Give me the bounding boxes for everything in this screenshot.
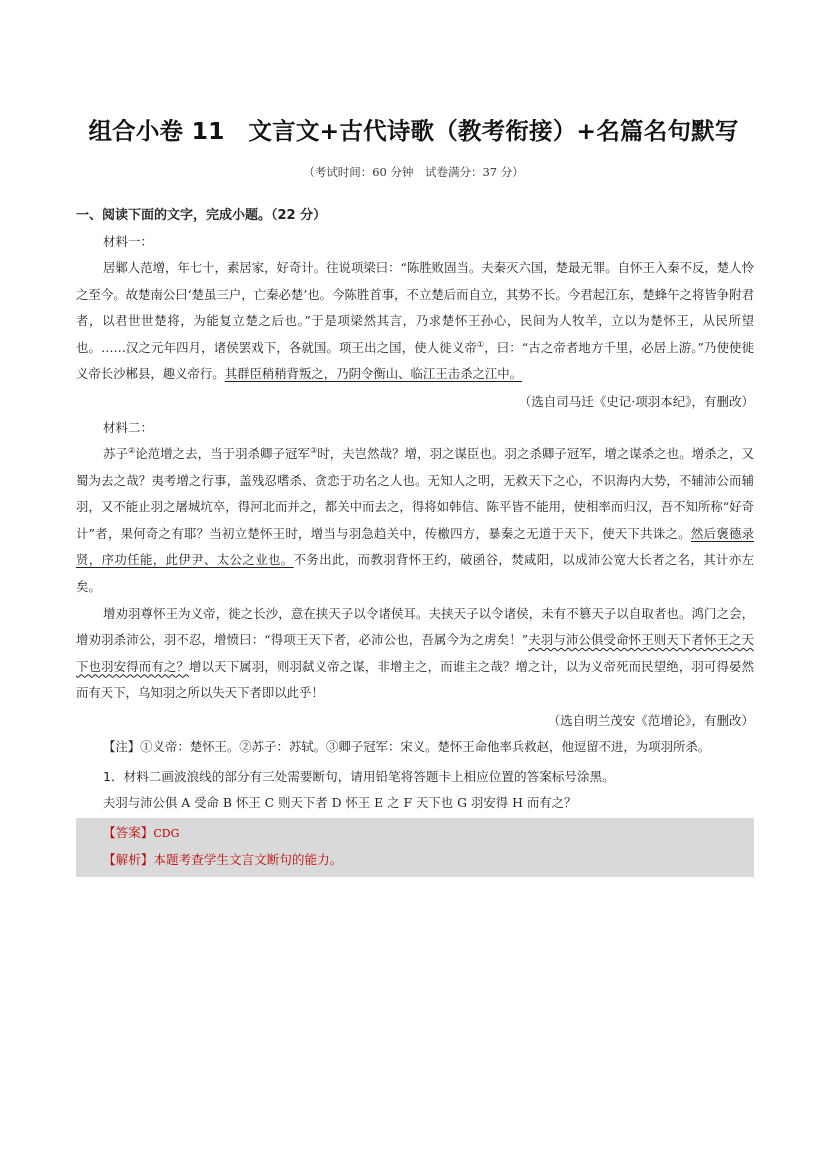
- footnote-mark-1: ①: [476, 339, 485, 349]
- material-1-underlined-sentence: 其群臣稍稍背叛之，乃阴令衡山、临江王击杀之江中。: [224, 366, 523, 382]
- analysis-value: 本题考查学生文言文断句的能力。: [153, 851, 343, 867]
- answer-value: CDG: [153, 826, 180, 840]
- answer-label: 【答案】: [103, 824, 154, 840]
- material-2-paragraph-1: [76, 441, 754, 601]
- exam-info: （考试时间：60 分钟 试卷满分：37 分）: [303, 165, 524, 179]
- material-2-text-a: 苏子: [103, 445, 128, 461]
- material-2-source: （选自明兰茂安《范增论》，有删改）: [547, 712, 754, 728]
- material-1-source: （选自司马迁《史记·项羽本纪》，有删改）: [518, 393, 754, 409]
- material-2-paragraph-2: [76, 601, 754, 707]
- material-1-text-b: ，曰：“古之帝者地方千里，必居上游。”乃使使徙义帝长沙郴县，趣义帝行。: [76, 339, 755, 382]
- material-1-text: [76, 255, 754, 388]
- answer-line: [76, 820, 754, 847]
- material-2-text-e: 增劝羽尊怀王为义帝，徙之长沙，意在挟天子以令诸侯耳。夫挟天子以令诸侯，未有不篡天子以自取者也。鸿门之会，增劝羽杀沛公，羽不忍，增愤曰：“得项王天下者，必沛公也，吾属今为之虏矣！”: [76, 605, 754, 648]
- material-1-label: 材料一：: [103, 234, 154, 249]
- footnote-mark-2: ②: [127, 445, 136, 455]
- material-2-underlined-sentence: 然后褒德录贤，序功任能，此伊尹、太公之业也。: [76, 525, 755, 568]
- material-2-label: 材料二：: [103, 419, 154, 435]
- material-1-text-a: 居鄛人范增，年七十，素居家，好奇计。往说项梁曰：“陈胜败固当。夫秦灭六国，楚最无罪。自怀王入秦不反，楚人怜之至今。故楚南公曰‘楚虽三户，亡秦必楚’也。今陈胜首事，不立楚后而自立，其势不长。今君起江东，楚蜂午之将皆争附君者，以君世世楚将，为能复立楚之后也。”于是项梁然其言，乃求楚怀王孙心，民间为人牧羊，立以为楚怀王，从民所望也。……汉之元年四月，诸侯罢戏下，各就国。项王出之国，使人徙义帝: [76, 260, 754, 355]
- page-title: 组合小卷 11 文言文+古代诗歌（教考衔接）+名篇名句默写: [88, 117, 739, 145]
- question-1-stem: 1．材料二画波浪线的部分有三处需要断句，请用铅笔将答题卡上相应位置的答案标号涂黑。: [103, 768, 615, 784]
- footnote-mark-3: ③: [309, 445, 318, 455]
- material-2-text-b: 论范增之去，当于羽杀卿子冠军: [135, 445, 310, 461]
- material-2-text-c: 时，夫岂然哉？增，羽之谋臣也。羽之杀卿子冠军，增之谋杀之也。增杀之，又蜀为去之哉？夷考增之行事，盖残忍嗜杀、贪恋于功名之人也。无知人之明，无救天下之心，不识海内大势，不辅沛公而辅羽，又不能止羽之屠城坑卒，得河北而并之，都关中而去之，得将如韩信、陈平皆不能用，使相率而归汉，吾不知所称“好奇计”者，果何奇之有耶？当初立楚怀王时，增当与羽急趋关中，传檄四方，暴秦之无道于天下，使天下共诛之。: [76, 445, 755, 541]
- analysis-line: [76, 847, 754, 873]
- answer-box: [76, 818, 754, 877]
- material-2-text-d: 不务出此，而教羽背怀王约，破函谷，焚咸阳，以成沛公宽大长者之名，其计亦左矣。: [76, 552, 755, 594]
- question-1-options: 夫羽与沛公俱 A 受命 B 怀王 C 则天下者 D 怀王 E 之 F 天下也 G 羽安得 H 而有之？: [103, 794, 577, 810]
- footnotes: 【注】①义帝：楚怀王。②苏子：苏轼。③卿子冠军：宋义。楚怀王命他率兵救赵，他逗留不进，为项羽所杀。: [103, 738, 711, 754]
- material-2-text-f: 增以天下属羽，则羽弑义帝之谋，非增主之，而谁主之哉？增之计，以为义帝死而民望绝，羽可得晏然而有天下，乌知羽之所以失天下者即以此乎！: [76, 658, 755, 701]
- section-1: [76, 203, 754, 877]
- analysis-label: 【解析】: [103, 851, 154, 867]
- material-2-wavy-underlined-sentence: 夫羽与沛公俱受命怀王则天下者怀王之天下也羽安得而有之？: [76, 632, 755, 674]
- section-heading: 一、阅读下面的文字，完成小题。（22 分）: [76, 208, 327, 223]
